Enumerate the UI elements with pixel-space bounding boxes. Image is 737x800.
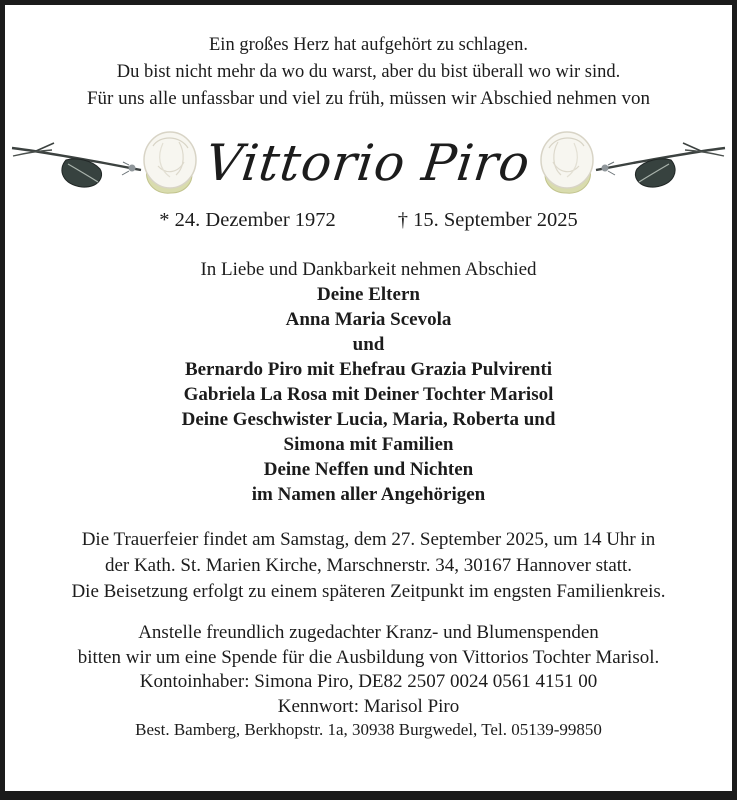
mourners-block: [5, 257, 732, 507]
donation-line: Anstelle freundlich zugedachter Kranz- und Blumenspenden: [138, 622, 599, 643]
opening-verse: [5, 32, 732, 86]
opening-line: Ein großes Herz hat aufgehört zu schlagen.: [209, 35, 528, 55]
mourner-line: Bernardo Piro mit Ehefrau Grazia Pulvirenti: [184, 359, 553, 380]
service-line: Die Trauerfeier findet am Samstag, dem 27. September 2025, um 14 Uhr in: [81, 529, 656, 550]
mourner-line: Deine Neffen und Nichten: [263, 459, 474, 480]
donation-line: Kontoinhaber: Simona Piro, DE82 2507 0024 0561 4151 00: [139, 671, 598, 692]
mourner-line: Anna Maria Scevola: [285, 309, 452, 330]
life-dates: [5, 206, 732, 234]
death-date: † 15. September 2025: [397, 209, 578, 231]
mourner-line: Simona mit Familien: [283, 434, 454, 455]
white-rose-icon: [537, 127, 729, 199]
birth-date: * 24. Dezember 1972: [159, 209, 336, 231]
mourner-line: und: [352, 334, 385, 355]
intro-line: Für uns alle unfassbar und viel zu früh, müssen wir Abschied nehmen von: [86, 88, 651, 109]
service-info: [5, 527, 732, 579]
name-row: [5, 122, 732, 204]
mourner-line: Deine Eltern: [317, 284, 420, 305]
opening-line: Du bist nicht mehr da wo du warst, aber du bist überall wo wir sind.: [116, 62, 621, 82]
donation-line: Kennwort: Marisol Piro: [277, 695, 460, 717]
service-line: der Kath. St. Marien Kirche, Marschnerstr. 34, 30167 Hannover statt.: [104, 555, 633, 576]
deceased-name: Vittorio Piro: [202, 134, 535, 192]
donation-block: [5, 621, 732, 719]
mourner-line: Gabriela La Rosa mit Deiner Tochter Marisol: [183, 384, 554, 405]
burial-line: Die Beisetzung erfolgt zu einem späteren Zeitpunkt im engsten Familienkreis.: [71, 581, 666, 602]
white-rose-icon: [8, 127, 200, 199]
mourner-line: im Namen aller Angehörigen: [251, 484, 486, 505]
mourners-intro: In Liebe und Dankbarkeit nehmen Abschied: [200, 259, 537, 280]
funeral-home-line: Best. Bamberg, Berkhopstr. 1a, 30938 Burgwedel, Tel. 05139-99850: [135, 720, 602, 739]
donation-line: bitten wir um eine Spende für die Ausbildung von Vittorios Tochter Marisol.: [77, 646, 660, 668]
mourner-line: Deine Geschwister Lucia, Maria, Roberta und: [181, 409, 556, 430]
